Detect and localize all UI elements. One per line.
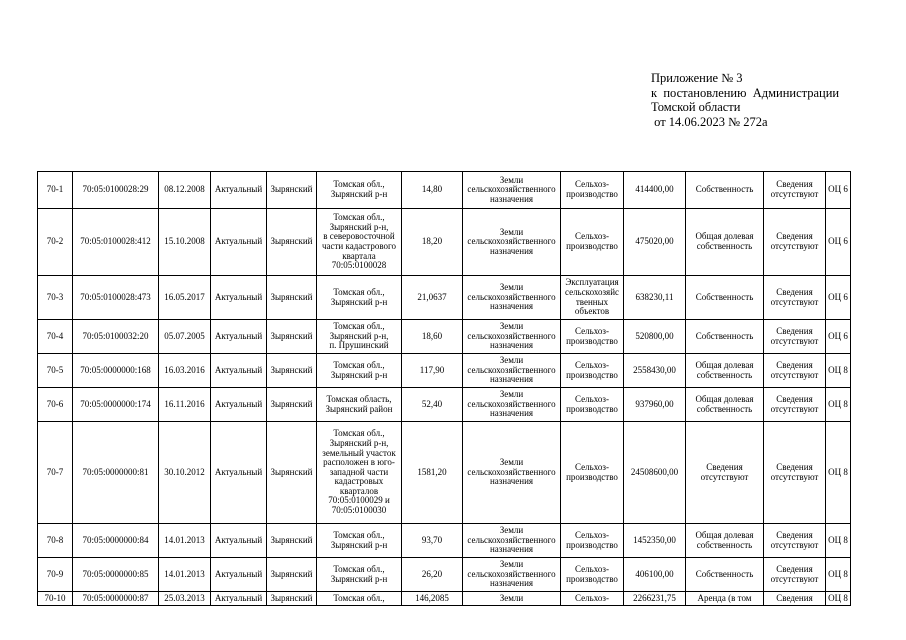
area-cell: 52,40 <box>402 388 463 422</box>
area-cell: 117,90 <box>402 354 463 388</box>
row-number-cell: 70-5 <box>38 354 73 388</box>
ownership-right-cell: Общая долевая собственность <box>686 209 764 276</box>
cadastral-number-cell: 70:05:0100032:20 <box>73 320 159 354</box>
restrictions-cell: Сведения отсутствуют <box>764 209 826 276</box>
status-cell: Актуальный <box>211 209 267 276</box>
table-row <box>38 354 851 388</box>
registration-date-cell: 16.11.2016 <box>159 388 211 422</box>
district-cell: Зырянский <box>267 592 317 606</box>
land-category-cell: Земли сельскохозяйственного назначения <box>463 558 561 592</box>
district-cell: Зырянский <box>267 388 317 422</box>
address-cell: Томская обл., Зырянский р-н <box>317 558 402 592</box>
land-plots-table <box>37 171 851 606</box>
land-category-cell: Земли <box>463 592 561 606</box>
area-cell: 26,20 <box>402 558 463 592</box>
cadastral-value-cell: 475020,00 <box>624 209 686 276</box>
land-category-cell: Земли сельскохозяйственного назначения <box>463 276 561 320</box>
ownership-right-cell: Аренда (в том <box>686 592 764 606</box>
address-cell: Томская обл., <box>317 592 402 606</box>
land-category-cell: Земли сельскохозяйственного назначения <box>463 388 561 422</box>
valuation-zone-cell: ОЦ 8 <box>826 592 851 606</box>
land-category-cell: Земли сельскохозяйственного назначения <box>463 320 561 354</box>
valuation-zone-cell: ОЦ 6 <box>826 276 851 320</box>
table-row <box>38 592 851 606</box>
cadastral-number-cell: 70:05:0100028:412 <box>73 209 159 276</box>
row-number-cell: 70-2 <box>38 209 73 276</box>
land-category-cell: Земли сельскохозяйственного назначения <box>463 422 561 524</box>
restrictions-cell: Сведения <box>764 592 826 606</box>
row-number-cell: 70-8 <box>38 524 73 558</box>
date-number-line: от 14.06.2023 № 272а <box>651 114 768 129</box>
valuation-zone-cell: ОЦ 8 <box>826 388 851 422</box>
address-cell: Томская область, Зырянский район <box>317 388 402 422</box>
land-category-cell: Земли сельскохозяйственного назначения <box>463 524 561 558</box>
status-cell: Актуальный <box>211 388 267 422</box>
valuation-zone-cell: ОЦ 6 <box>826 172 851 209</box>
valuation-zone-cell: ОЦ 6 <box>826 209 851 276</box>
table-row <box>38 209 851 276</box>
permitted-use-cell: Сельхоз- производство <box>561 388 624 422</box>
address-cell: Томская обл., Зырянский р-н <box>317 524 402 558</box>
row-number-cell: 70-7 <box>38 422 73 524</box>
ownership-right-cell: Собственность <box>686 558 764 592</box>
table-row <box>38 388 851 422</box>
restrictions-cell: Сведения отсутствуют <box>764 388 826 422</box>
district-cell: Зырянский <box>267 524 317 558</box>
district-cell: Зырянский <box>267 422 317 524</box>
address-cell: Томская обл., Зырянский р-н <box>317 172 402 209</box>
permitted-use-cell: Сельхоз- производство <box>561 354 624 388</box>
row-number-cell: 70-9 <box>38 558 73 592</box>
ownership-right-cell: Собственность <box>686 276 764 320</box>
permitted-use-cell: Сельхоз- производство <box>561 172 624 209</box>
status-cell: Актуальный <box>211 320 267 354</box>
status-cell: Актуальный <box>211 354 267 388</box>
registration-date-cell: 16.05.2017 <box>159 276 211 320</box>
area-cell: 18,20 <box>402 209 463 276</box>
permitted-use-cell: Сельхоз- производство <box>561 524 624 558</box>
cadastral-value-cell: 638230,11 <box>624 276 686 320</box>
address-cell: Томская обл., Зырянский р-н, в северовосточной части кадастрового квартала 70:05:0100028 <box>317 209 402 276</box>
land-category-cell: Земли сельскохозяйственного назначения <box>463 354 561 388</box>
restrictions-cell: Сведения отсутствуют <box>764 354 826 388</box>
restrictions-cell: Сведения отсутствуют <box>764 172 826 209</box>
cadastral-value-cell: 1452350,00 <box>624 524 686 558</box>
permitted-use-cell: Эксплуатация сельскохозяйс твенных объектов <box>561 276 624 320</box>
cadastral-number-cell: 70:05:0000000:84 <box>73 524 159 558</box>
area-cell: 21,0637 <box>402 276 463 320</box>
district-cell: Зырянский <box>267 320 317 354</box>
address-cell: Томская обл., Зырянский р-н <box>317 354 402 388</box>
valuation-zone-cell: ОЦ 8 <box>826 524 851 558</box>
cadastral-number-cell: 70:05:0000000:81 <box>73 422 159 524</box>
permitted-use-cell: Сельхоз- производство <box>561 209 624 276</box>
table-row <box>38 524 851 558</box>
registration-date-cell: 25.03.2013 <box>159 592 211 606</box>
cadastral-number-cell: 70:05:0000000:85 <box>73 558 159 592</box>
status-cell: Актуальный <box>211 524 267 558</box>
status-cell: Актуальный <box>211 592 267 606</box>
table-row <box>38 276 851 320</box>
land-category-cell: Земли сельскохозяйственного назначения <box>463 172 561 209</box>
registration-date-cell: 30.10.2012 <box>159 422 211 524</box>
cadastral-number-cell: 70:05:0000000:87 <box>73 592 159 606</box>
table-row <box>38 422 851 524</box>
area-cell: 14,80 <box>402 172 463 209</box>
address-cell: Томская обл., Зырянский р-н, п. Прушинский <box>317 320 402 354</box>
restrictions-cell: Сведения отсутствуют <box>764 276 826 320</box>
land-category-cell: Земли сельскохозяйственного назначения <box>463 209 561 276</box>
area-cell: 1581,20 <box>402 422 463 524</box>
region-line: Томской области <box>651 100 741 114</box>
registration-date-cell: 14.01.2013 <box>159 558 211 592</box>
restrictions-cell: Сведения отсутствуют <box>764 524 826 558</box>
restrictions-cell: Сведения отсутствуют <box>764 558 826 592</box>
valuation-zone-cell: ОЦ 8 <box>826 354 851 388</box>
permitted-use-cell: Сельхоз- производство <box>561 558 624 592</box>
registration-date-cell: 08.12.2008 <box>159 172 211 209</box>
row-number-cell: 70-3 <box>38 276 73 320</box>
status-cell: Актуальный <box>211 172 267 209</box>
row-number-cell: 70-6 <box>38 388 73 422</box>
address-cell: Томская обл., Зырянский р-н, земельный участок расположен в юго- западной части кадастровых кварталов 70:05:0100029 и 70:05:0100030 <box>317 422 402 524</box>
row-number-cell: 70-1 <box>38 172 73 209</box>
table-row <box>38 172 851 209</box>
registration-date-cell: 15.10.2008 <box>159 209 211 276</box>
permitted-use-cell: Сельхоз- <box>561 592 624 606</box>
ownership-right-cell: Общая долевая собственность <box>686 354 764 388</box>
status-cell: Актуальный <box>211 558 267 592</box>
resolution-line: к постановлению Администрации <box>651 85 840 100</box>
valuation-zone-cell: ОЦ 6 <box>826 320 851 354</box>
appendix-title: Приложение № 3 <box>651 71 743 85</box>
table-row <box>38 320 851 354</box>
restrictions-cell: Сведения отсутствуют <box>764 422 826 524</box>
row-number-cell: 70-10 <box>38 592 73 606</box>
cadastral-number-cell: 70:05:0100028:473 <box>73 276 159 320</box>
registration-date-cell: 16.03.2016 <box>159 354 211 388</box>
status-cell: Актуальный <box>211 422 267 524</box>
district-cell: Зырянский <box>267 354 317 388</box>
ownership-right-cell: Сведения отсутствуют <box>686 422 764 524</box>
area-cell: 93,70 <box>402 524 463 558</box>
cadastral-value-cell: 520800,00 <box>624 320 686 354</box>
cadastral-number-cell: 70:05:0000000:174 <box>73 388 159 422</box>
district-cell: Зырянский <box>267 209 317 276</box>
cadastral-value-cell: 24508600,00 <box>624 422 686 524</box>
address-cell: Томская обл., Зырянский р-н <box>317 276 402 320</box>
document-header <box>651 71 839 129</box>
permitted-use-cell: Сельхоз- производство <box>561 422 624 524</box>
cadastral-number-cell: 70:05:0100028:29 <box>73 172 159 209</box>
restrictions-cell: Сведения отсутствуют <box>764 320 826 354</box>
permitted-use-cell: Сельхоз- производство <box>561 320 624 354</box>
area-cell: 146,2085 <box>402 592 463 606</box>
row-number-cell: 70-4 <box>38 320 73 354</box>
cadastral-value-cell: 414400,00 <box>624 172 686 209</box>
district-cell: Зырянский <box>267 276 317 320</box>
ownership-right-cell: Общая долевая собственность <box>686 524 764 558</box>
cadastral-value-cell: 406100,00 <box>624 558 686 592</box>
valuation-zone-cell: ОЦ 8 <box>826 422 851 524</box>
table-row <box>38 558 851 592</box>
ownership-right-cell: Собственность <box>686 320 764 354</box>
cadastral-value-cell: 937960,00 <box>624 388 686 422</box>
ownership-right-cell: Общая долевая собственность <box>686 388 764 422</box>
cadastral-value-cell: 2266231,75 <box>624 592 686 606</box>
status-cell: Актуальный <box>211 276 267 320</box>
ownership-right-cell: Собственность <box>686 172 764 209</box>
cadastral-number-cell: 70:05:0000000:168 <box>73 354 159 388</box>
registration-date-cell: 14.01.2013 <box>159 524 211 558</box>
area-cell: 18,60 <box>402 320 463 354</box>
district-cell: Зырянский <box>267 558 317 592</box>
district-cell: Зырянский <box>267 172 317 209</box>
valuation-zone-cell: ОЦ 8 <box>826 558 851 592</box>
cadastral-value-cell: 2558430,00 <box>624 354 686 388</box>
registration-date-cell: 05.07.2005 <box>159 320 211 354</box>
